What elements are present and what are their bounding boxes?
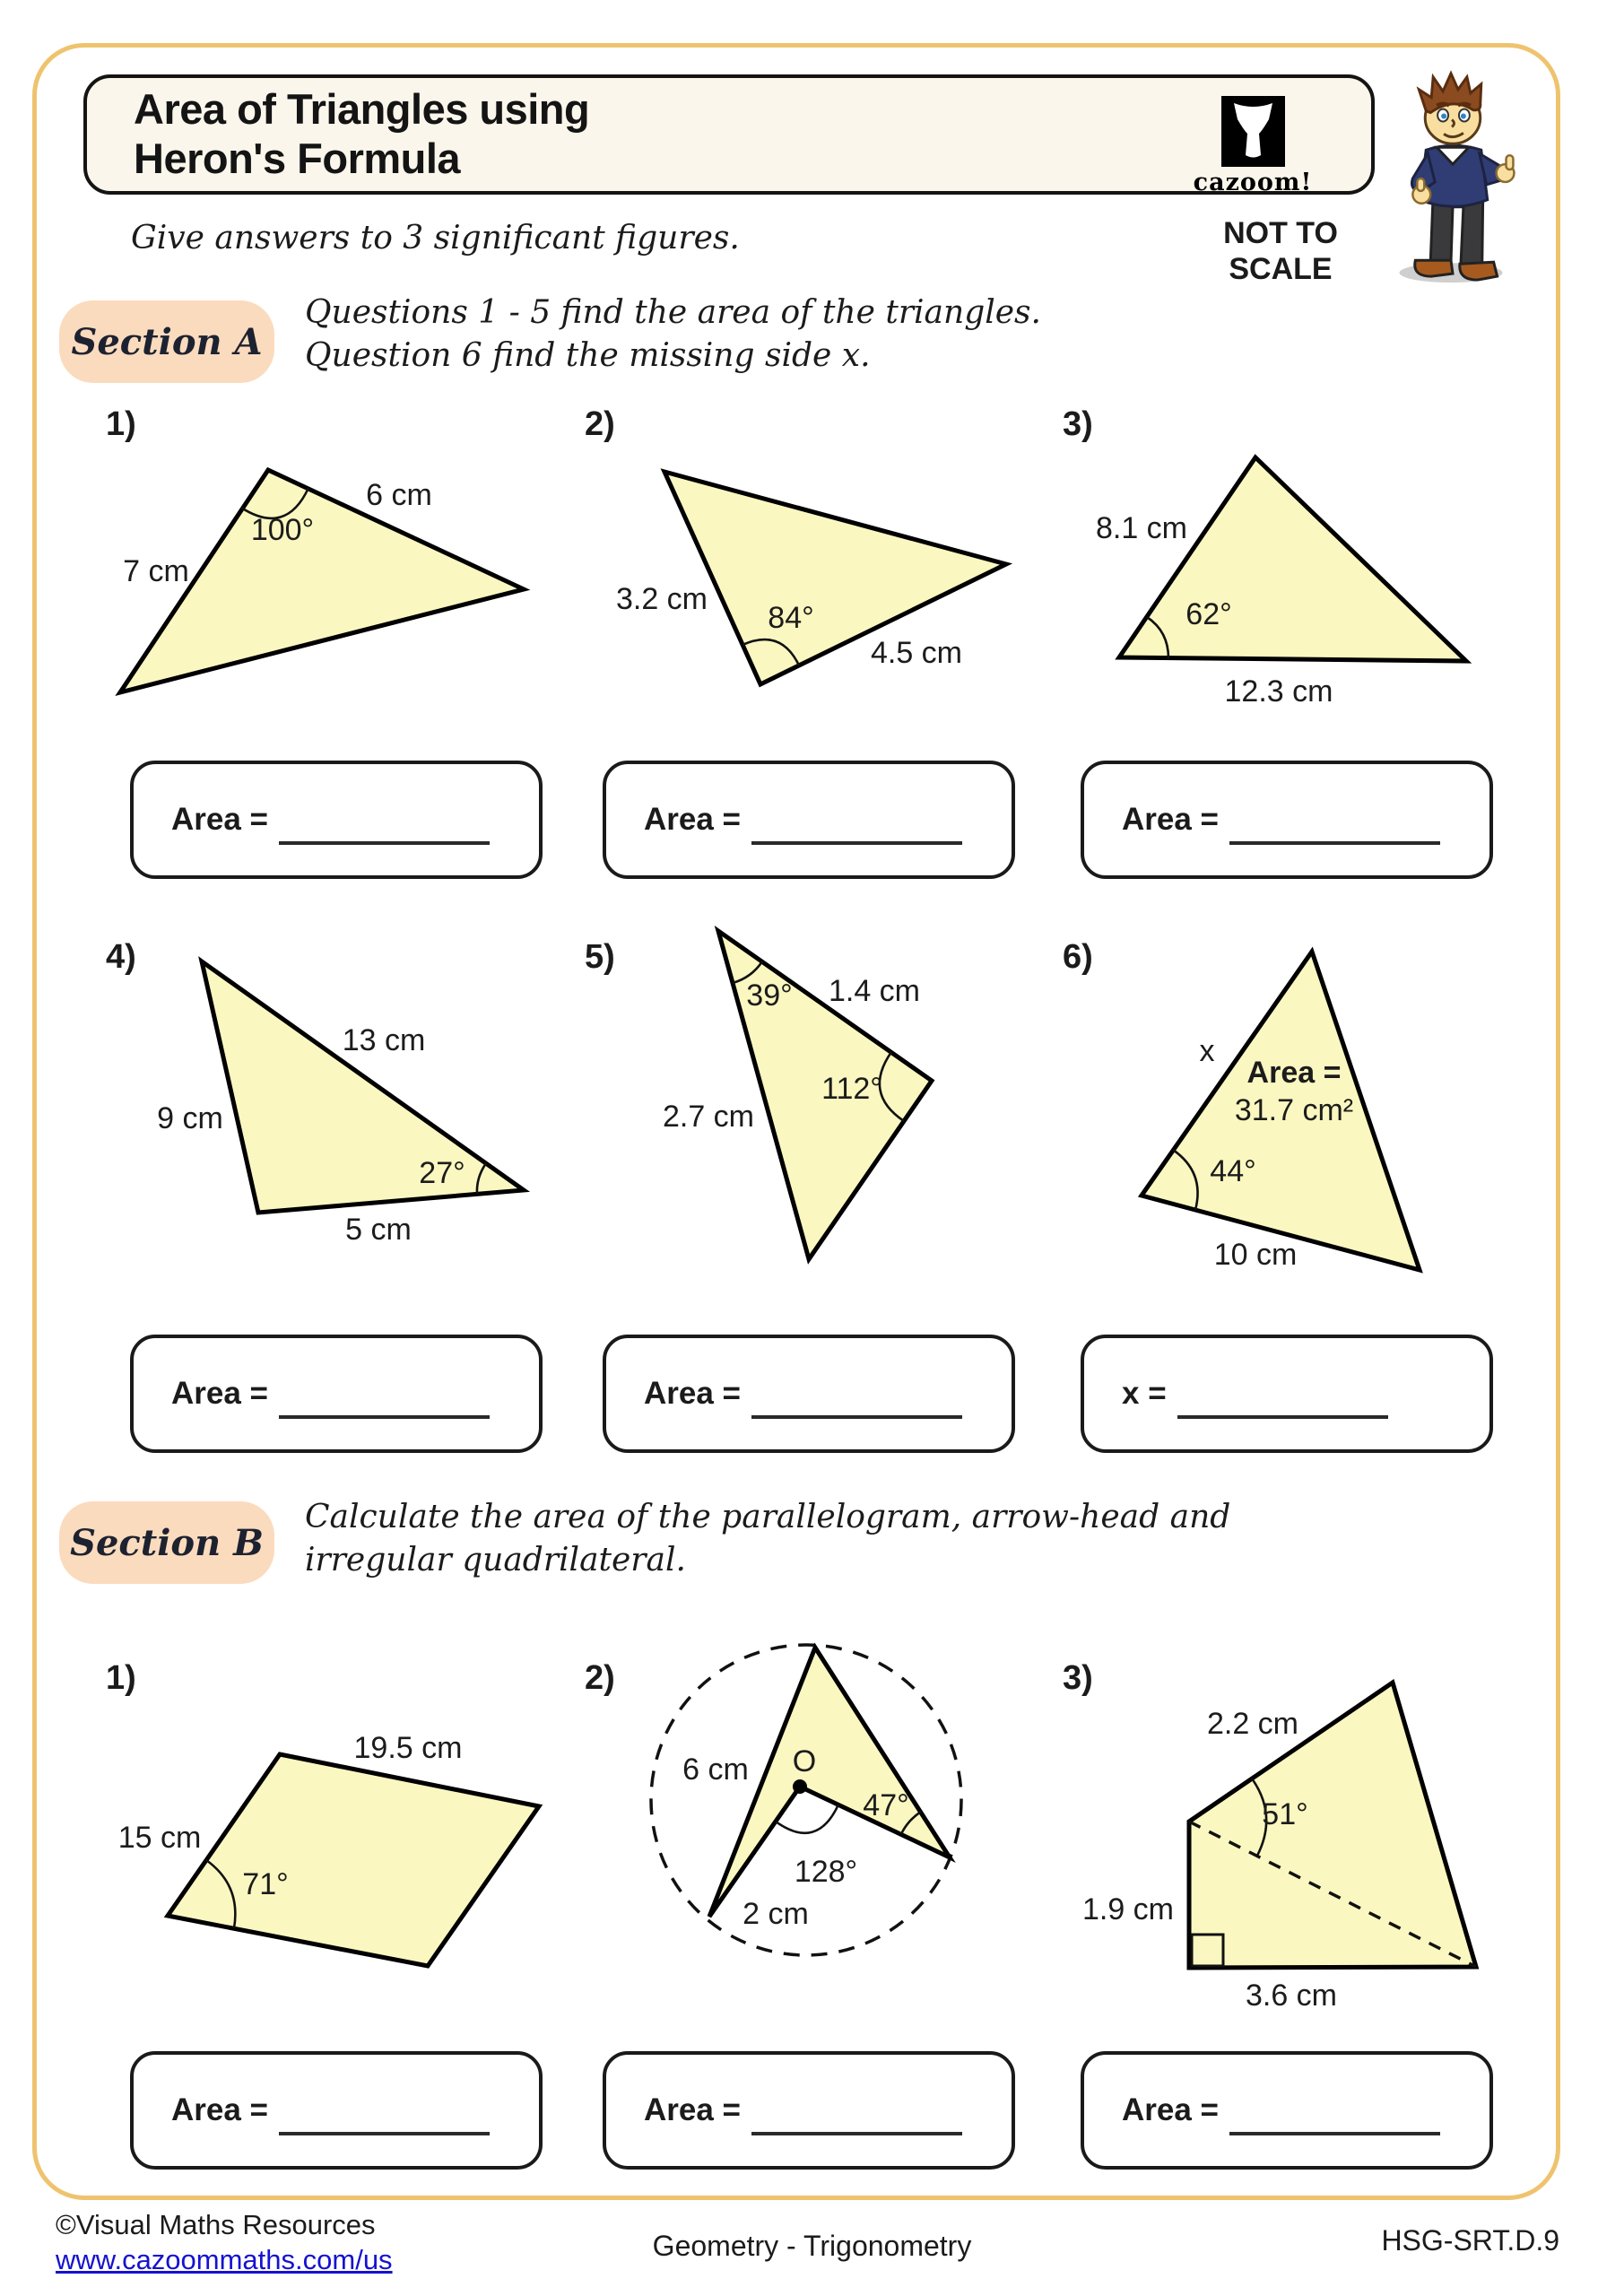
answer-label: x = bbox=[1122, 1376, 1167, 1411]
answer-blank-line[interactable] bbox=[279, 841, 490, 845]
figure-b1-parallelogram bbox=[90, 1686, 592, 2000]
answer-box-a2[interactable] bbox=[603, 761, 1015, 879]
answer-blank-line[interactable] bbox=[751, 2132, 962, 2135]
figure-b3-quadrilateral bbox=[1067, 1659, 1560, 2018]
side-label: 5 cm bbox=[345, 1213, 412, 1247]
section-b-badge: Section B bbox=[59, 1501, 274, 1584]
figure-a4-triangle bbox=[90, 933, 574, 1256]
side-label: 3.2 cm bbox=[615, 582, 708, 616]
side-label: 6 cm bbox=[682, 1752, 749, 1787]
page-title bbox=[134, 85, 589, 183]
answer-box-a4[interactable] bbox=[130, 1335, 543, 1453]
answer-label: Area = bbox=[644, 2092, 741, 2127]
intro-instruction: Give answers to 3 significant figures. bbox=[131, 220, 740, 257]
answer-box-b3[interactable] bbox=[1081, 2051, 1493, 2170]
angle-label: 44° bbox=[1210, 1154, 1256, 1188]
answer-label: Area = bbox=[644, 802, 741, 837]
side-label: 8.1 cm bbox=[1095, 511, 1188, 545]
footer-subject: Geometry - Trigonometry bbox=[652, 2230, 972, 2262]
section-a-instructions bbox=[305, 291, 1041, 377]
not-to-scale-label: NOT TO SCALE bbox=[1223, 216, 1338, 287]
answer-box-b2[interactable] bbox=[603, 2051, 1015, 2170]
footer-standard-code: HSG-SRT.D.9 bbox=[1381, 2224, 1559, 2257]
answer-label: Area = bbox=[171, 802, 268, 837]
parallelogram-shape bbox=[168, 1754, 539, 1966]
area-given-label: Area = bbox=[1246, 1056, 1342, 1090]
center-label: O bbox=[792, 1744, 817, 1779]
question-number-a5: 5) bbox=[585, 938, 615, 976]
angle-label: 51° bbox=[1262, 1797, 1308, 1831]
side-label: 6 cm bbox=[366, 478, 432, 512]
question-number-b2: 2) bbox=[585, 1659, 615, 1697]
figure-a6-triangle bbox=[1067, 933, 1560, 1292]
answer-box-a5[interactable] bbox=[603, 1335, 1015, 1453]
cazoom-wordmark: cazoom! bbox=[1193, 169, 1313, 196]
angle-label: 47° bbox=[863, 1788, 909, 1822]
question-number-a2: 2) bbox=[585, 405, 615, 443]
side-label: 13 cm bbox=[342, 1023, 426, 1057]
answer-blank-line[interactable] bbox=[279, 1415, 490, 1419]
answer-label: Area = bbox=[1122, 2092, 1219, 2127]
question-number-a3: 3) bbox=[1063, 405, 1093, 443]
side-label: 9 cm bbox=[157, 1101, 223, 1135]
figure-a5-triangle bbox=[583, 915, 1058, 1300]
triangle-shape bbox=[202, 961, 524, 1213]
section-a-instruction-line-2: Question 6 find the missing side x. bbox=[305, 336, 871, 374]
figure-a1-triangle bbox=[99, 422, 574, 726]
figure-a2-triangle bbox=[583, 422, 1058, 726]
angle-label: 84° bbox=[768, 601, 814, 635]
mascot-boy-illustration bbox=[1381, 65, 1524, 287]
side-label: 1.9 cm bbox=[1081, 1892, 1175, 1926]
figure-a3-triangle bbox=[1067, 422, 1560, 726]
title-box bbox=[83, 74, 1375, 195]
title-line-2: Heron's Formula bbox=[134, 134, 461, 182]
cazoom-logo bbox=[1190, 89, 1316, 196]
angle-label: 71° bbox=[242, 1867, 289, 1901]
side-label: 19.5 cm bbox=[353, 1731, 463, 1765]
section-b-instruction-line-2: irregular quadrilateral. bbox=[305, 1541, 686, 1578]
side-label: 4.5 cm bbox=[870, 636, 963, 670]
missing-side-label: x bbox=[1199, 1034, 1215, 1068]
answer-blank-line[interactable] bbox=[1229, 2132, 1440, 2135]
question-number-a4: 4) bbox=[106, 938, 136, 976]
section-b-instruction-line-1: Calculate the area of the parallelogram, arrow-head and bbox=[305, 1499, 1231, 1535]
title-line-1: Area of Triangles using bbox=[134, 85, 590, 133]
side-label: 1.4 cm bbox=[828, 974, 921, 1008]
side-label: 2 cm bbox=[743, 1897, 809, 1931]
section-a-badge: Section A bbox=[59, 300, 274, 383]
answer-blank-line[interactable] bbox=[1229, 841, 1440, 845]
answer-blank-line[interactable] bbox=[1177, 1415, 1388, 1419]
side-label: 2.2 cm bbox=[1206, 1707, 1299, 1741]
answer-box-a6[interactable] bbox=[1081, 1335, 1493, 1453]
answer-label: Area = bbox=[1122, 802, 1219, 837]
side-label: 3.6 cm bbox=[1245, 1979, 1338, 2013]
section-b-instructions bbox=[305, 1496, 1230, 1581]
angle-label: 112° bbox=[821, 1072, 882, 1106]
side-label: 15 cm bbox=[117, 1821, 202, 1855]
copyright-text: ©Visual Maths Resources bbox=[56, 2209, 376, 2240]
question-number-b1: 1) bbox=[106, 1659, 136, 1697]
side-label: 7 cm bbox=[123, 554, 189, 588]
figure-b2-arrowhead bbox=[592, 1632, 1058, 2009]
answer-blank-line[interactable] bbox=[751, 841, 962, 845]
side-label: 10 cm bbox=[1213, 1238, 1298, 1272]
side-label: 2.7 cm bbox=[662, 1100, 755, 1134]
question-number-a6: 6) bbox=[1063, 938, 1093, 976]
triangle-shape bbox=[1119, 457, 1466, 661]
section-a-instruction-line-1: Questions 1 - 5 find the area of the triangles. bbox=[305, 294, 1041, 331]
answer-label: Area = bbox=[171, 1376, 268, 1411]
question-number-b3: 3) bbox=[1063, 1659, 1093, 1697]
answer-box-a1[interactable] bbox=[130, 761, 543, 879]
angle-label: 100° bbox=[250, 513, 315, 547]
center-point bbox=[793, 1779, 807, 1794]
angle-label: 27° bbox=[419, 1156, 465, 1190]
area-given-value: 31.7 cm² bbox=[1234, 1093, 1354, 1127]
angle-label: 39° bbox=[746, 978, 793, 1013]
answer-label: Area = bbox=[171, 2092, 268, 2127]
question-number-a1: 1) bbox=[106, 405, 136, 443]
answer-box-a3[interactable] bbox=[1081, 761, 1493, 879]
answer-blank-line[interactable] bbox=[751, 1415, 962, 1419]
answer-label: Area = bbox=[644, 1376, 741, 1411]
answer-box-b1[interactable] bbox=[130, 2051, 543, 2170]
angle-label: 62° bbox=[1185, 597, 1232, 631]
answer-blank-line[interactable] bbox=[279, 2132, 490, 2135]
website-link[interactable]: www.cazoommaths.com/us bbox=[56, 2243, 393, 2275]
angle-label: 128° bbox=[794, 1855, 858, 1889]
cazoom-drum-icon bbox=[1221, 96, 1285, 167]
side-label: 12.3 cm bbox=[1224, 674, 1333, 709]
